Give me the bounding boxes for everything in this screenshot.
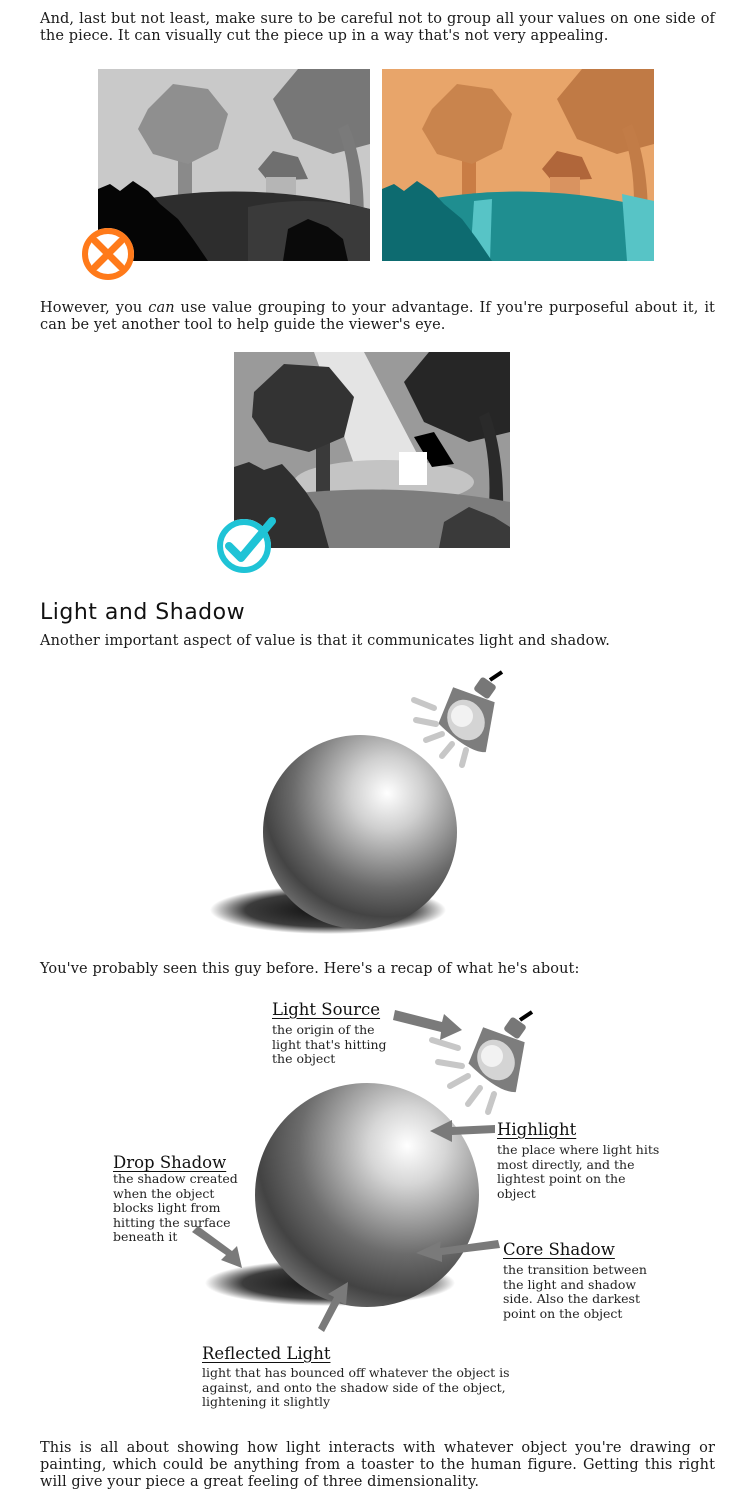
x-circle-icon [82,228,134,280]
core-shadow-description: the transition between the light and shadow side. Also the darkest point on the object [503,1262,647,1321]
light-source-label: Light Source [272,1000,381,1019]
bad-composition-color-figure [382,69,654,261]
light-source-description: the origin of the light that's hitting the object [272,1022,387,1066]
intro-paragraph: And, last but not least, make sure to be careful not to group all your values on one side of the piece. It can visually cut the piece up in a way that's not very appealing. [40,11,715,44]
emphasis-can: can [148,300,175,316]
light-shadow-intro-paragraph: Another important aspect of value is that it communicates light and shadow. [40,633,610,649]
section-heading-light-shadow: Light and Shadow [40,600,246,625]
lamp-icon [414,672,506,765]
bad-composition-grayscale-figure [78,68,373,284]
reflected-light-description: light that has bounced off whatever the object is against, and onto the shadow side of the object, lightening it slightly [202,1365,510,1409]
core-shadow-label: Core Shadow [503,1240,615,1259]
reflected-light-label: Reflected Light [202,1344,331,1363]
checkmark-circle-icon [217,519,272,573]
highlight-description: the place where light hits most directly, and the lightest point on the object [497,1142,660,1201]
closing-paragraph: This is all about showing how light interacts with whatever object you're drawing or painting, which could be anything from a toaster to the human figure. Getting this right will give your piece a great feeling of three dimensionality. [40,1440,715,1490]
value-grouping-text-after: use value grouping to your advantage. If you're purposeful about it, it can be yet another tool to help guide the viewer's eye. [40,300,715,333]
recap-paragraph: You've probably seen this guy before. Here's a recap of what he's about: [40,961,580,977]
drop-shadow-description: the shadow created when the object blocks light from hitting the surface beneath it [113,1171,238,1244]
value-grouping-text-before: However, you [40,300,149,316]
sphere-lamp-figure [200,670,520,940]
value-grouping-paragraph [40,300,715,334]
highlight-label: Highlight [497,1120,577,1139]
good-composition-figure [214,351,514,577]
drop-shadow-label: Drop Shadow [113,1153,227,1172]
